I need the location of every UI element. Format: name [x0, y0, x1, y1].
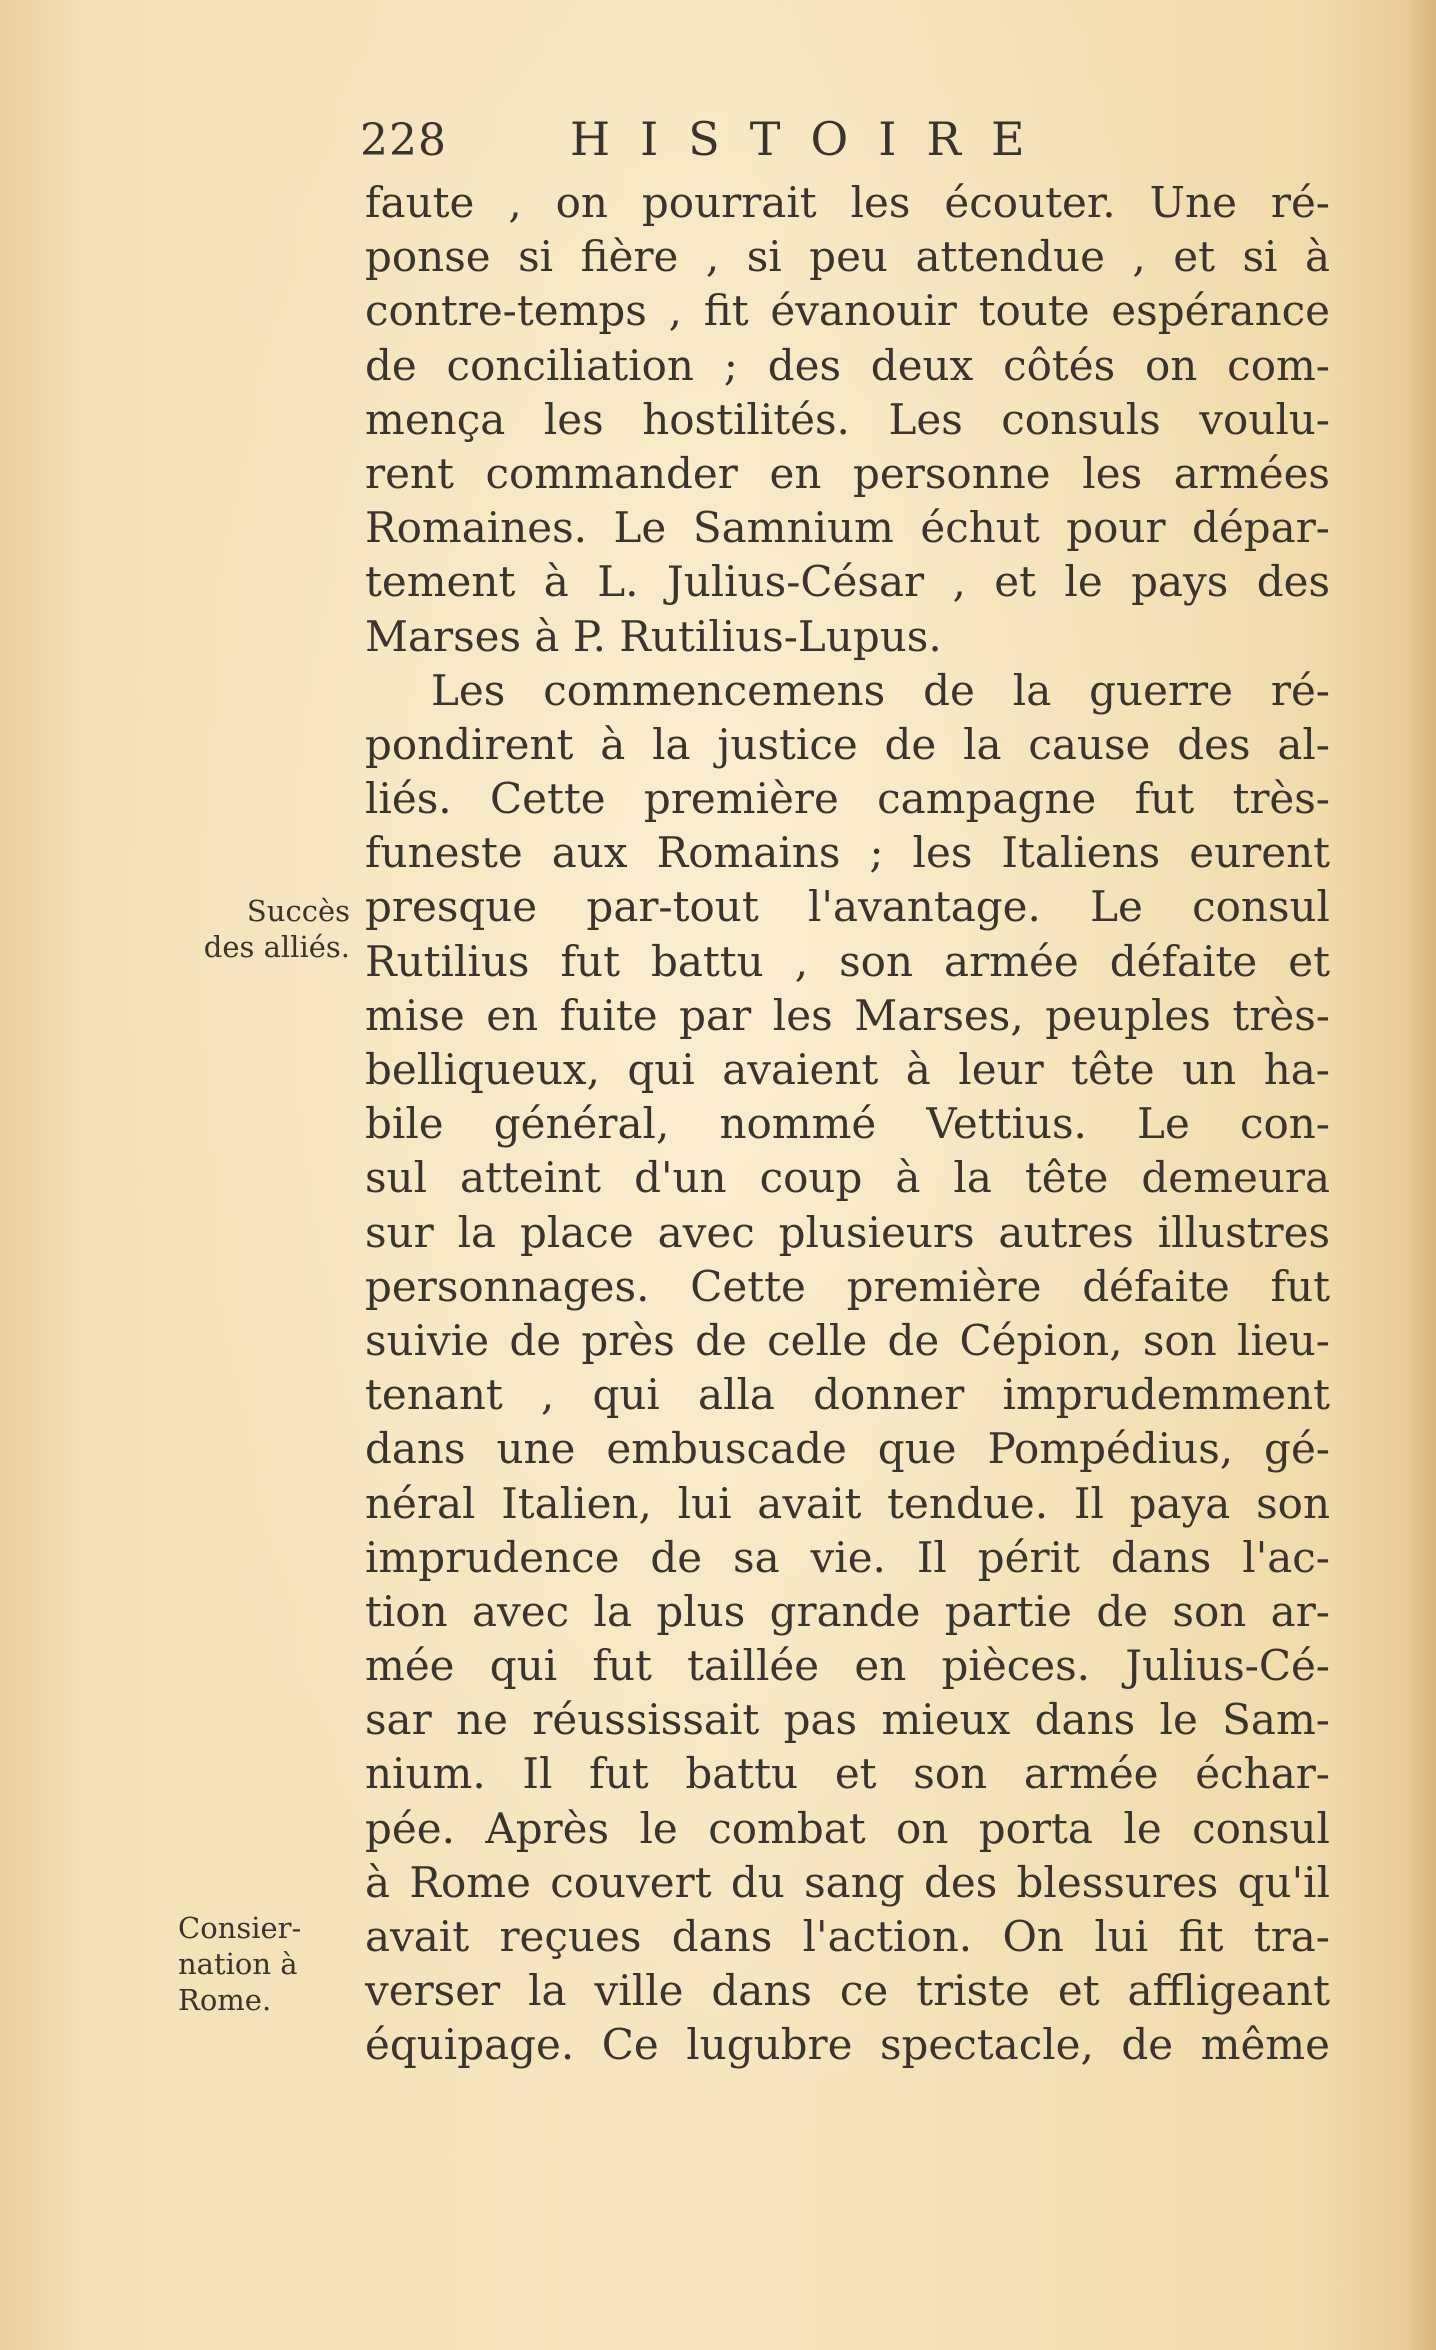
body-text: [365, 176, 1330, 2073]
text-line: Les commencemens de la guerre ré-: [431, 665, 1330, 715]
text-line: contre-temps , fit évanouir toute espérance: [365, 286, 1330, 336]
text-line: sur la place avec plusieurs autres illustres: [365, 1207, 1330, 1257]
text-line: mée qui fut taillée en pièces. Julius-Cé-: [365, 1641, 1330, 1691]
text-line: verser la ville dans ce triste et affligeant: [365, 1966, 1330, 2016]
margin-note-line: Succès: [246, 894, 350, 928]
text-line: sul atteint d'un coup à la tête demeura: [365, 1153, 1330, 1203]
margin-note-line: des alliés.: [203, 930, 350, 964]
margin-note-allies-success: [170, 893, 350, 965]
text-line: nium. Il fut battu et son armée échar-: [365, 1749, 1330, 1799]
text-line: pée. Après le combat on porta le consul: [365, 1803, 1330, 1853]
text-line: pondirent à la justice de la cause des al-: [365, 719, 1330, 769]
text-line: avait reçues dans l'action. On lui fit tra-: [365, 1912, 1330, 1961]
text-line: dans une embuscade que Pompédius, gé-: [365, 1424, 1330, 1474]
margin-note-line: Rome.: [178, 1983, 272, 2017]
text-line: tement à L. Julius-César , et le pays des: [365, 557, 1330, 607]
running-title: HISTOIRE: [570, 112, 1055, 166]
text-line: mença les hostilités. Les consuls voulu-: [365, 394, 1330, 444]
text-line: presque par-tout l'avantage. Le consul: [365, 882, 1330, 932]
margin-note-line: nation à: [178, 1947, 298, 1981]
page-number: 228: [360, 115, 447, 166]
text-line: funeste aux Romains ; les Italiens eurent: [365, 828, 1330, 878]
text-line: néral Italien, lui avait tendue. Il paya son: [365, 1478, 1330, 1528]
text-line: sar ne réussissait pas mieux dans le Sam-: [365, 1695, 1330, 1745]
text-line: tenant , qui alla donner imprudemment: [365, 1370, 1330, 1420]
text-line: à Rome couvert du sang des blessures qu'il: [365, 1857, 1330, 1907]
running-head: [360, 112, 1080, 172]
text-line: Romaines. Le Samnium échut pour dépar-: [365, 503, 1330, 553]
text-line: rent commander en personne les armées: [365, 448, 1330, 498]
margin-note-consternation: [178, 1910, 358, 2018]
text-line: Rutilius fut battu , son armée défaite et: [365, 936, 1330, 986]
text-line: équipage. Ce lugubre spectacle, de même: [365, 2020, 1330, 2070]
text-line: de conciliation ; des deux côtés on com-: [365, 340, 1330, 390]
text-line: Marses à P. Rutilius-Lupus.: [365, 611, 942, 661]
text-line: ponse si fière , si peu attendue , et si à: [365, 232, 1330, 282]
text-line: mise en fuite par les Marses, peuples très-: [365, 990, 1330, 1040]
text-line: liés. Cette première campagne fut très-: [365, 774, 1330, 824]
page-edge-shadow: [1408, 0, 1436, 2350]
text-line: tion avec la plus grande partie de son ar-: [365, 1586, 1330, 1636]
text-line: imprudence de sa vie. Il périt dans l'ac-: [365, 1532, 1330, 1582]
text-line: bile général, nommé Vettius. Le con-: [365, 1099, 1330, 1149]
text-line: faute , on pourrait les écouter. Une ré-: [365, 178, 1330, 227]
margin-note-line: Consier-: [178, 1911, 302, 1945]
text-line: belliqueux, qui avaient à leur tête un ha-: [365, 1045, 1330, 1094]
text-line: personnages. Cette première défaite fut: [365, 1261, 1330, 1311]
text-line: suivie de près de celle de Cépion, son lieu-: [365, 1315, 1330, 1365]
